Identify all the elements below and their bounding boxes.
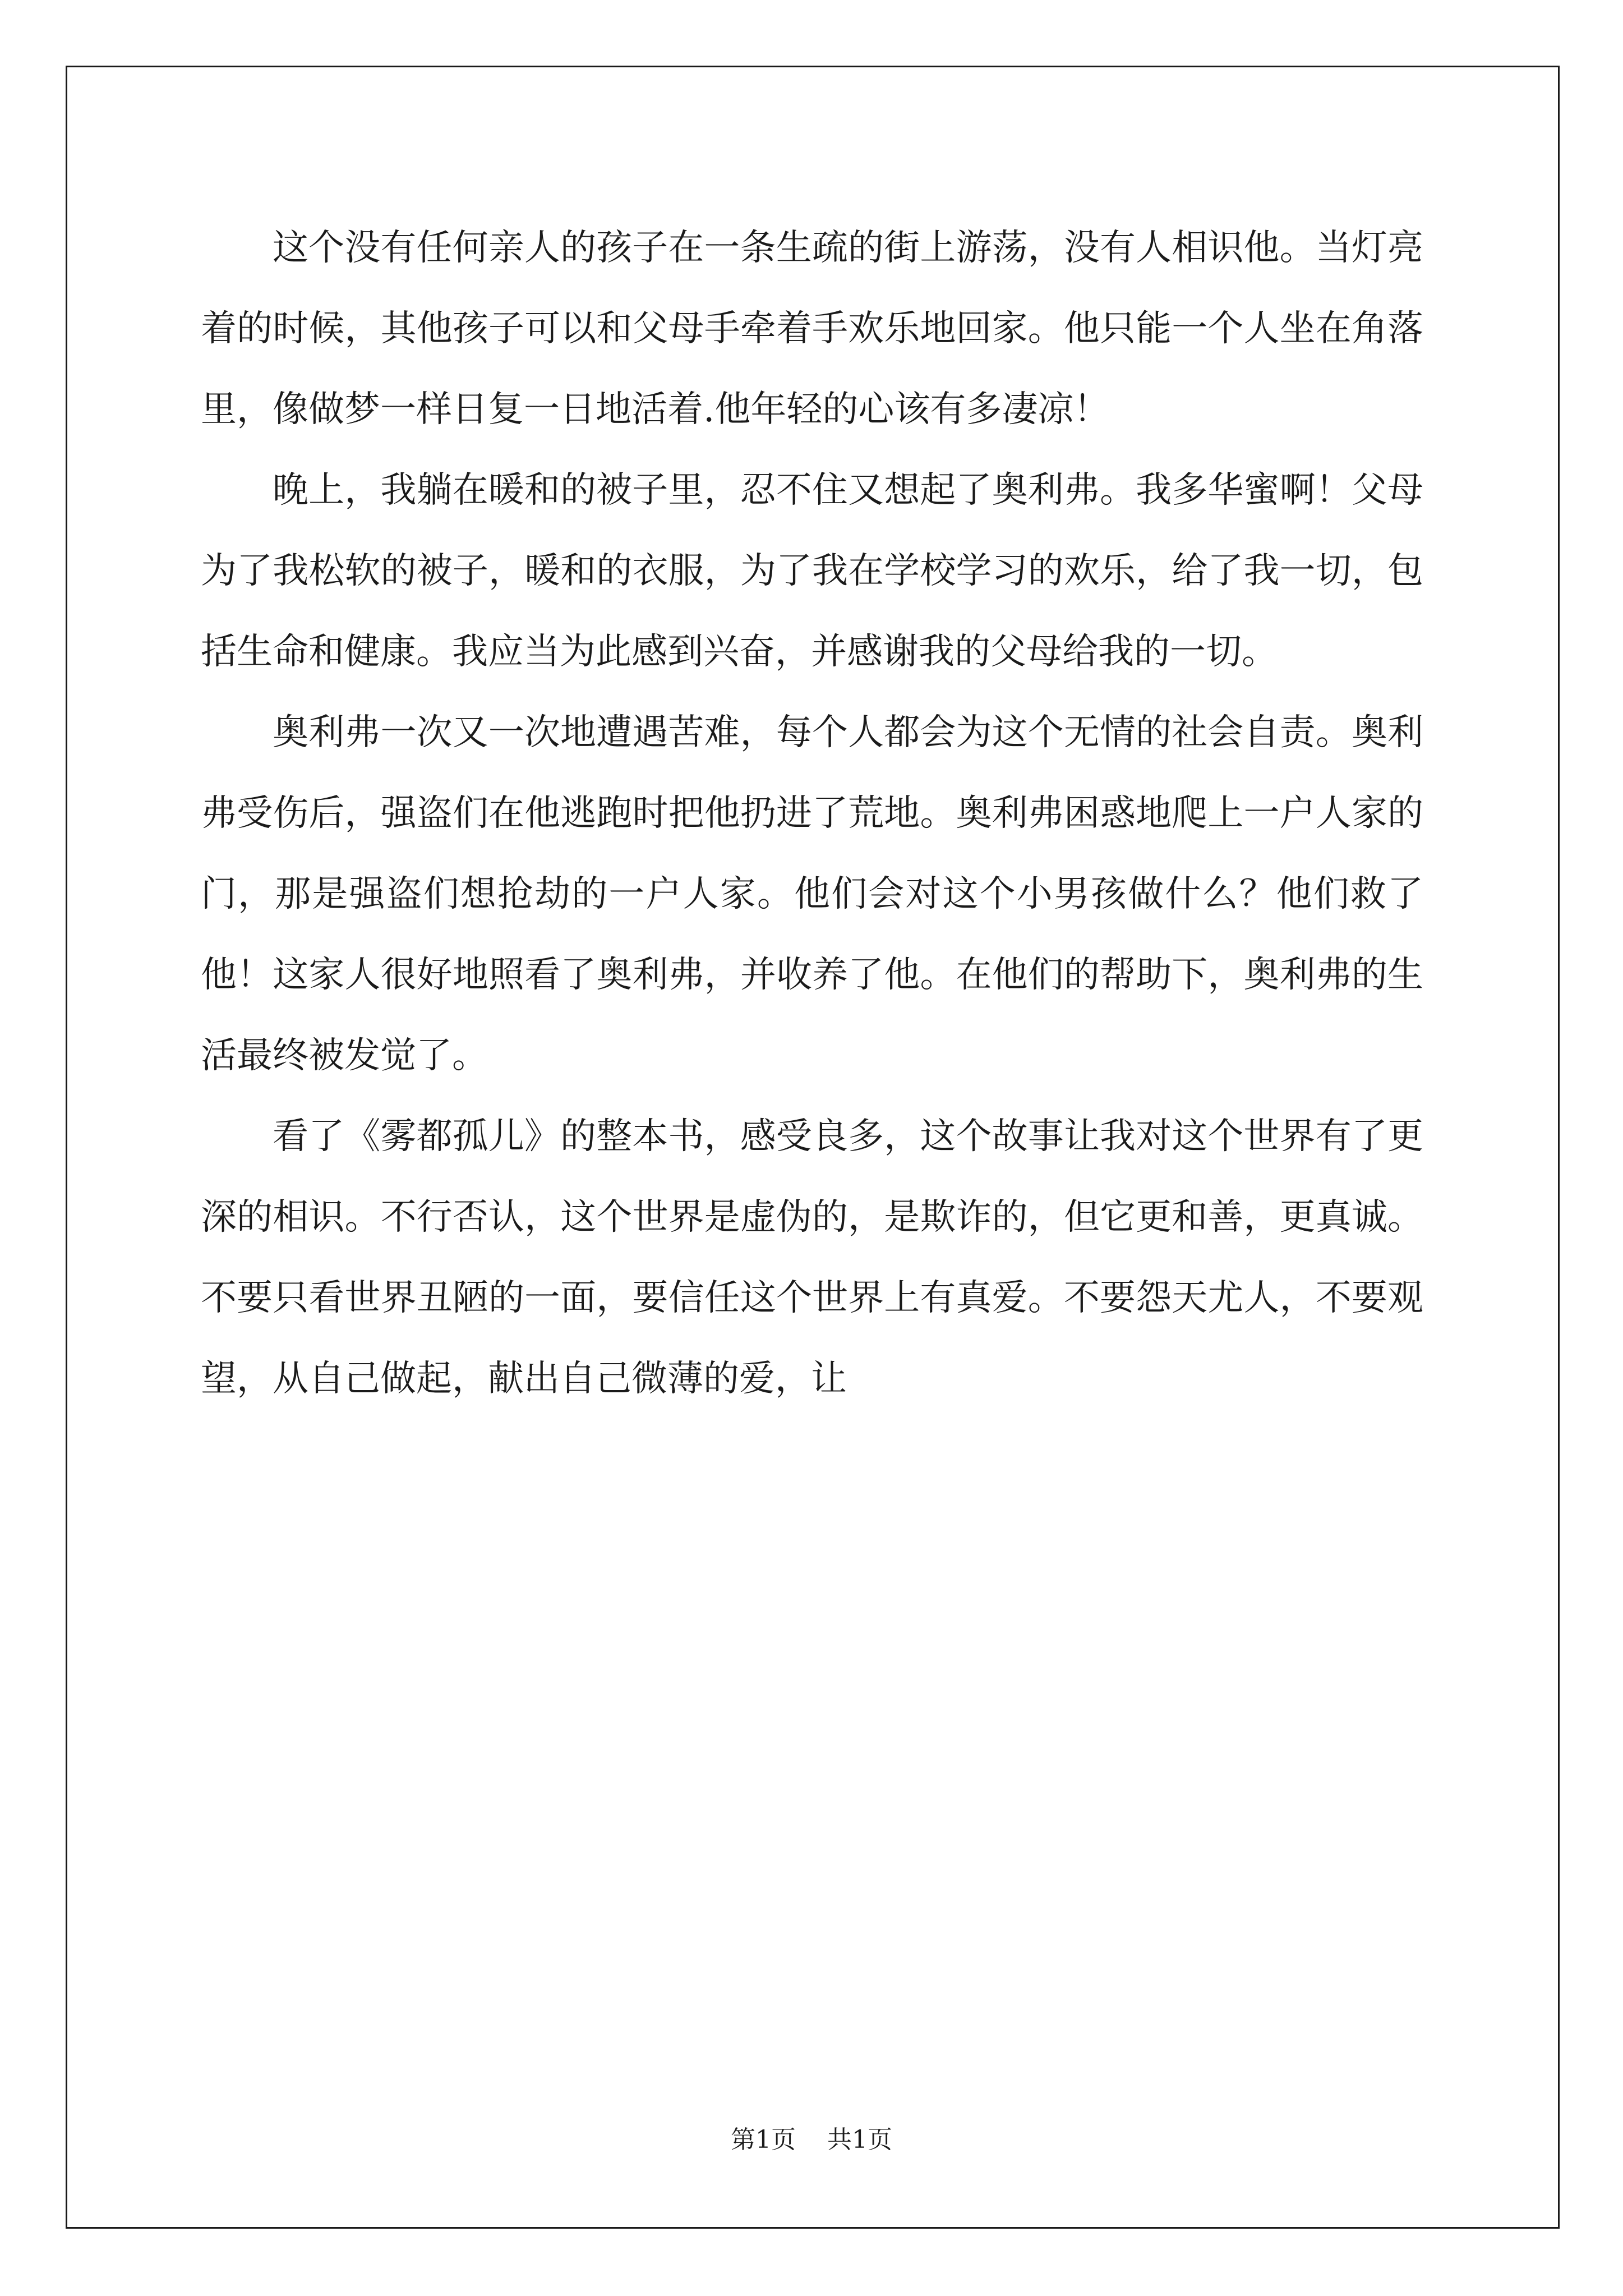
paragraph-3: 奥利弗一次又一次地遭遇苦难，每个人都会为这个无情的社会自责。奥利弗受伤后，强盗们在他逃跑时把他扔进了荒地。奥利弗困惑地爬上一户人家的门，那是强盗们想抢劫的一户人家。他们会对这个小男孩做什么？他们救了他！这家人很好地照看了奥利弗，并收养了他。在他们的帮助下，奥利弗的生活最终被发觉了。 xyxy=(201,712,1423,1076)
paragraph-4: 看了《雾都孤儿》的整本书，感受良多，这个故事让我对这个世界有了更深的相识。不行否认，这个世界是虚伪的，是欺诈的，但它更和善，更真诚。不要只看世界丑陋的一面，要信任这个世界上有真爱。不要怨天尤人，不要观望，从自己做起，献出自己微薄的爱，让 xyxy=(201,1116,1423,1400)
page-footer xyxy=(0,2119,1623,2155)
page-number-current: 第1页 xyxy=(731,2125,796,2154)
page-number-total: 共1页 xyxy=(827,2125,892,2154)
document-body xyxy=(201,208,1423,1419)
paragraph-1: 这个没有任何亲人的孩子在一条生疏的街上游荡，没有人相识他。当灯亮着的时候，其他孩子可以和父母手牵着手欢乐地回家。他只能一个人坐在角落里，像做梦一样日复一日地活着.他年轻的心该有多凄凉！ xyxy=(201,227,1423,430)
paragraph-2: 晚上，我躺在暖和的被子里，忍不住又想起了奥利弗。我多华蜜啊！父母为了我松软的被子，暖和的衣服，为了我在学校学习的欢乐，给了我一切，包括生命和健康。我应当为此感到兴奋，并感谢我的父母给我的一切。 xyxy=(201,470,1423,673)
